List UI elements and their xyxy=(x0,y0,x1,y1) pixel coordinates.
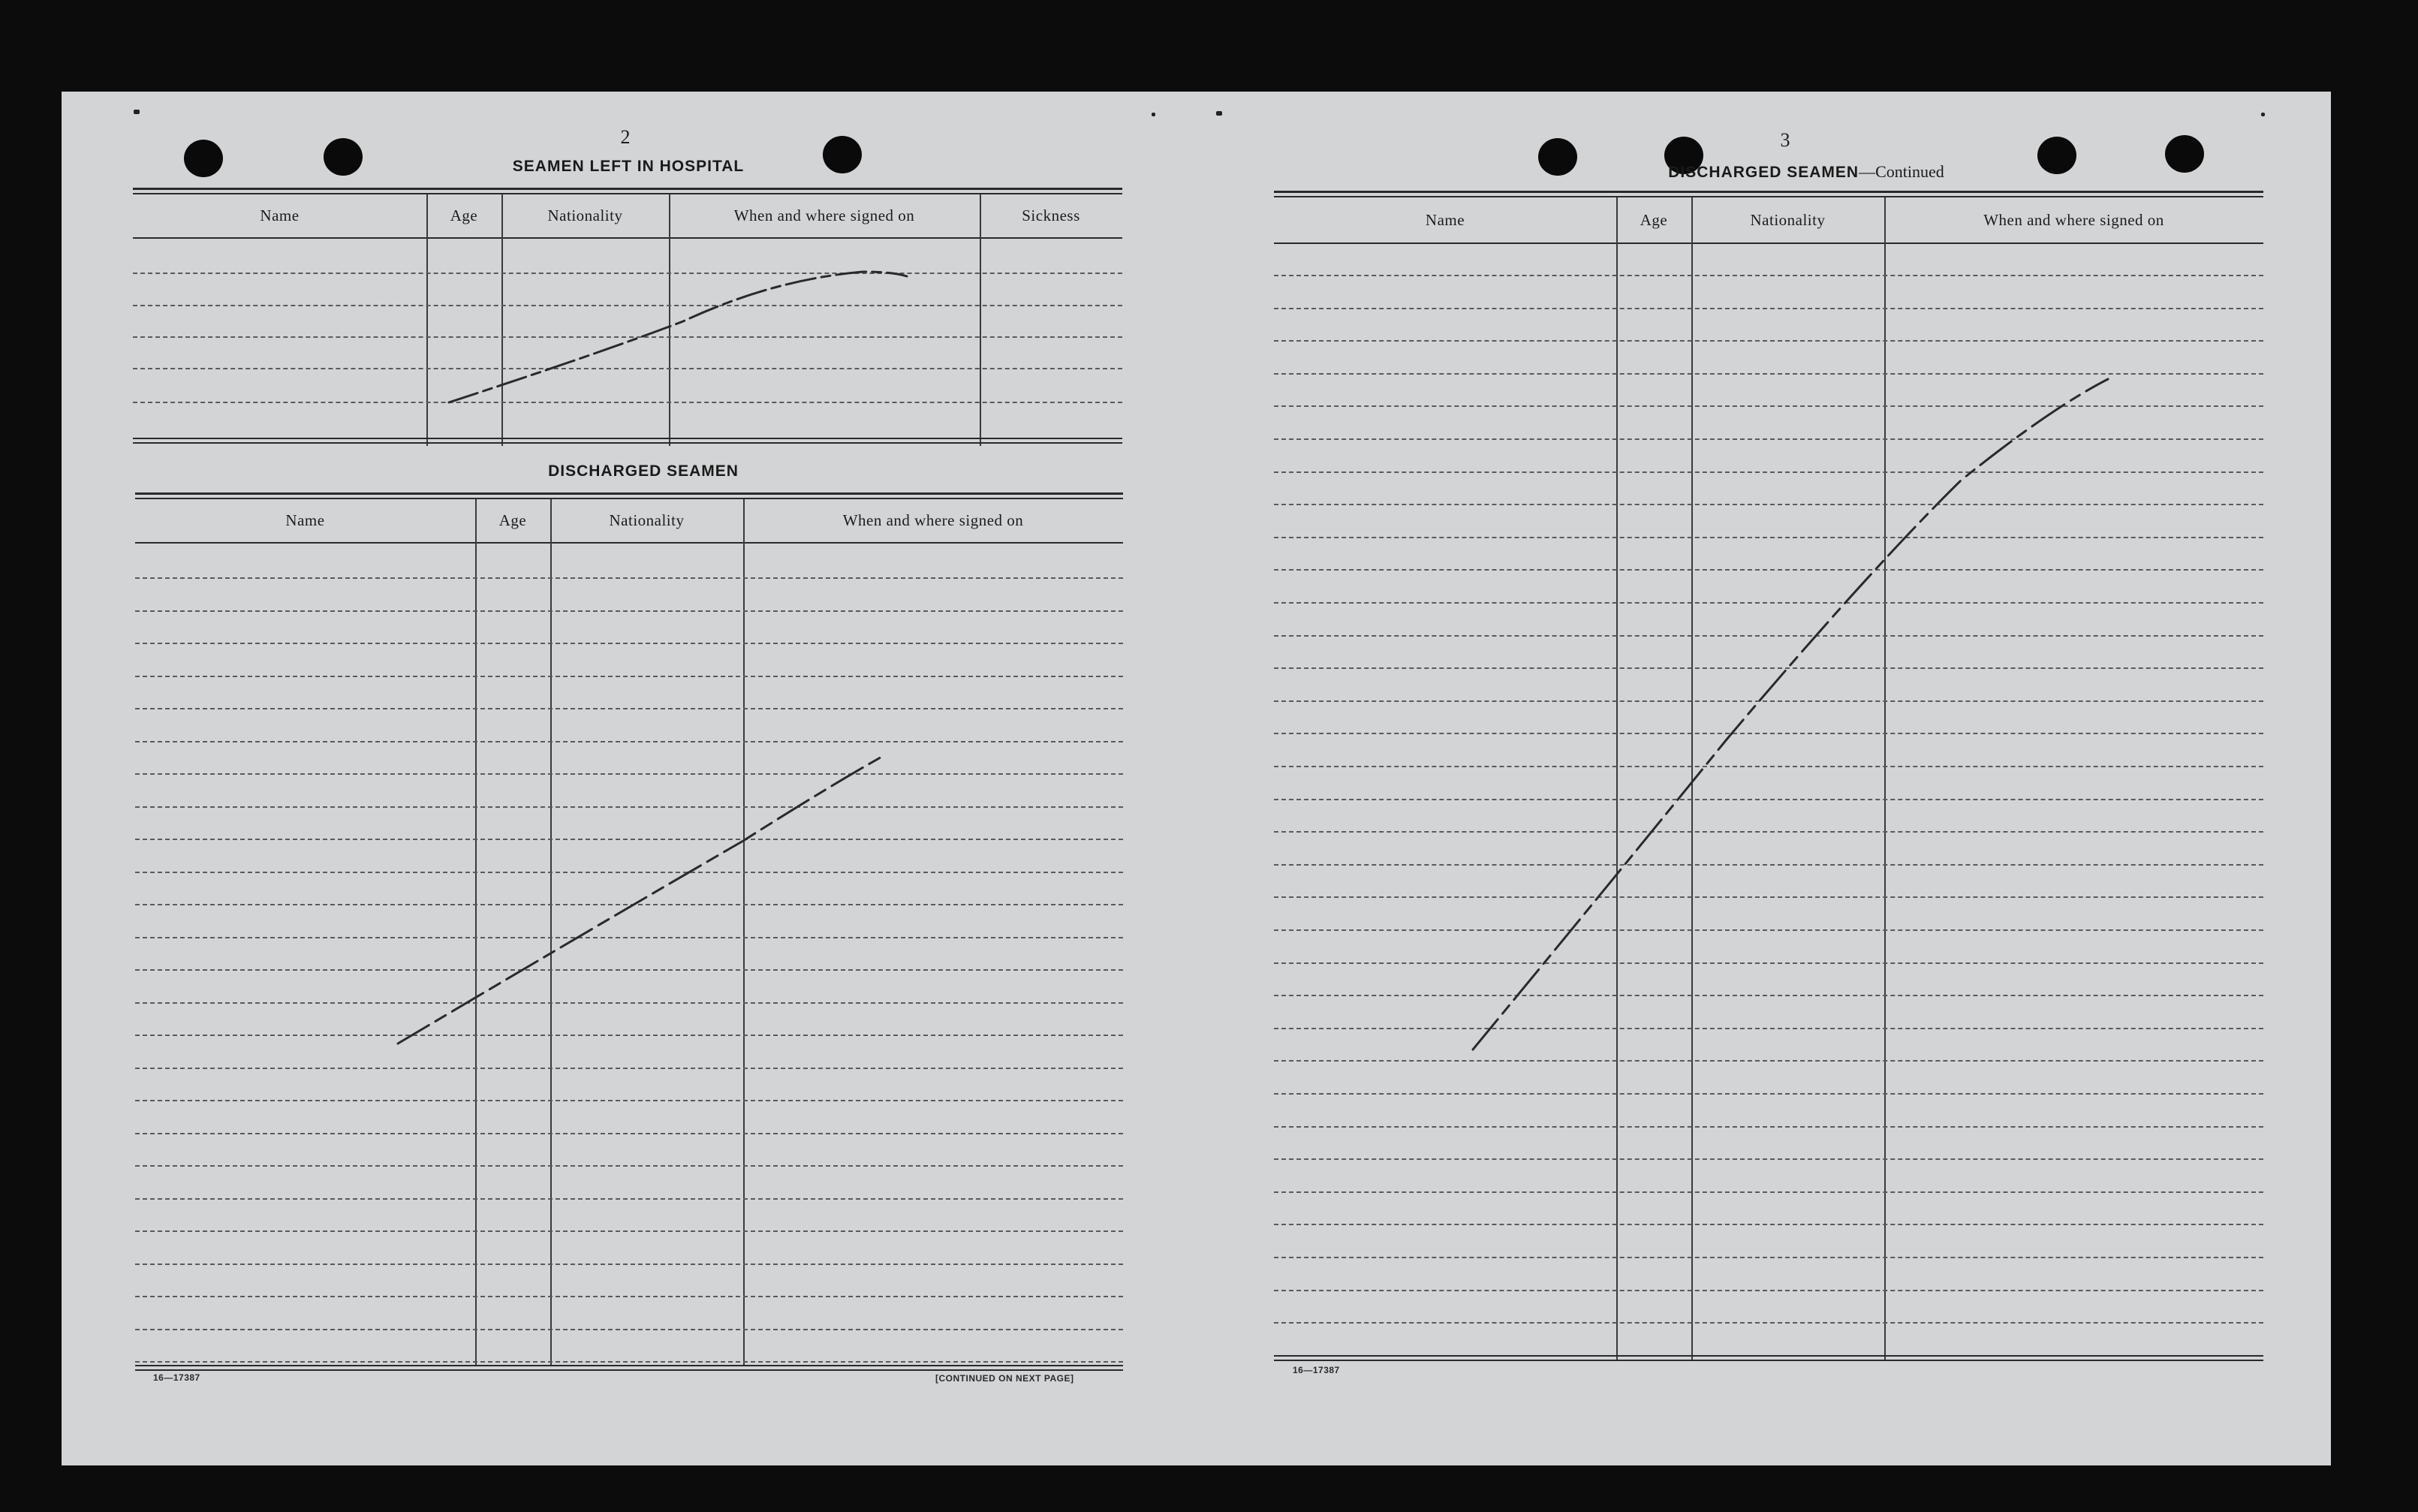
writing-line xyxy=(1274,504,2263,505)
writing-line xyxy=(135,577,1123,579)
col-header-age: Age xyxy=(450,206,478,224)
writing-line xyxy=(135,610,1123,612)
form-code: 16—17387 xyxy=(153,1372,200,1383)
writing-line xyxy=(135,741,1123,742)
writing-line xyxy=(135,1361,1123,1363)
writing-line xyxy=(1274,569,2263,571)
writing-line xyxy=(1274,733,2263,734)
writing-line xyxy=(135,904,1123,905)
paper-speck xyxy=(1152,113,1155,116)
col-header-name: Name xyxy=(260,206,300,224)
col-header-nationality: Nationality xyxy=(1750,210,1826,229)
writing-line xyxy=(135,1165,1123,1167)
discharged-table-left xyxy=(135,492,1123,1371)
page-number: 2 xyxy=(620,126,631,148)
writing-line xyxy=(1274,1060,2263,1062)
writing-line xyxy=(135,643,1123,644)
writing-line xyxy=(1274,1257,2263,1258)
writing-line xyxy=(1274,700,2263,702)
col-header-signed-on: When and where signed on xyxy=(842,511,1024,529)
writing-line xyxy=(1274,896,2263,898)
hospital-table xyxy=(133,188,1122,447)
form-code: 16—17387 xyxy=(1293,1365,1340,1375)
writing-line xyxy=(1274,1191,2263,1193)
writing-line xyxy=(135,937,1123,938)
col-header-nationality: Nationality xyxy=(547,206,623,224)
section-title-discharged-continued xyxy=(1543,162,2069,182)
section-title-text: DISCHARGED SEAMEN xyxy=(1668,164,1859,181)
writing-line xyxy=(135,1035,1123,1036)
writing-line xyxy=(1274,962,2263,964)
writing-line xyxy=(1274,1028,2263,1029)
writing-line xyxy=(135,708,1123,709)
col-header-age: Age xyxy=(1640,210,1668,229)
writing-line xyxy=(1274,438,2263,440)
writing-line xyxy=(135,969,1123,971)
writing-line xyxy=(1274,864,2263,866)
writing-line xyxy=(1274,275,2263,276)
continued-note: [CONTINUED ON NEXT PAGE] xyxy=(935,1373,1074,1384)
writing-line xyxy=(1274,602,2263,604)
writing-line xyxy=(1274,766,2263,767)
writing-line xyxy=(1274,1322,2263,1324)
writing-line xyxy=(1274,1158,2263,1160)
writing-line xyxy=(135,1329,1123,1330)
writing-line xyxy=(135,1100,1123,1101)
writing-line xyxy=(135,806,1123,808)
col-header-sickness: Sickness xyxy=(1022,206,1080,224)
col-header-age: Age xyxy=(498,511,527,529)
col-header-nationality: Nationality xyxy=(609,511,685,529)
page-number: 3 xyxy=(1780,129,1790,151)
punch-hole xyxy=(2165,135,2204,173)
discharged-table-right xyxy=(1274,191,2263,1362)
writing-line xyxy=(135,1264,1123,1265)
punch-hole xyxy=(324,138,363,176)
col-header-signed-on: When and where signed on xyxy=(733,206,915,224)
writing-line xyxy=(1274,667,2263,669)
writing-line xyxy=(1274,1290,2263,1291)
writing-line xyxy=(1274,340,2263,342)
paper-speck xyxy=(1216,111,1222,116)
writing-line xyxy=(135,1133,1123,1134)
punch-hole xyxy=(184,140,223,177)
writing-line xyxy=(1274,635,2263,637)
writing-line xyxy=(135,1068,1123,1069)
writing-line xyxy=(135,1296,1123,1297)
writing-line xyxy=(135,773,1123,775)
writing-line xyxy=(1274,373,2263,375)
writing-line xyxy=(1274,929,2263,931)
writing-line xyxy=(1274,831,2263,833)
writing-line xyxy=(1274,405,2263,407)
paper-speck xyxy=(2261,113,2265,116)
col-header-name: Name xyxy=(1425,210,1465,229)
paper-speck xyxy=(134,110,140,114)
writing-line xyxy=(1274,995,2263,996)
col-header-name: Name xyxy=(285,511,325,529)
writing-line xyxy=(1274,537,2263,538)
section-title-hospital: SEAMEN LEFT IN HOSPITAL xyxy=(512,158,745,175)
writing-line xyxy=(1274,308,2263,309)
writing-line xyxy=(135,1230,1123,1232)
writing-line xyxy=(135,676,1123,677)
writing-line xyxy=(1274,471,2263,473)
writing-line xyxy=(1274,1224,2263,1225)
section-title-discharged: DISCHARGED SEAMEN xyxy=(548,462,739,480)
writing-line xyxy=(135,1198,1123,1200)
writing-line xyxy=(1274,1126,2263,1128)
writing-line xyxy=(135,839,1123,840)
col-header-signed-on: When and where signed on xyxy=(1983,210,2164,229)
section-title-suffix: —Continued xyxy=(1859,162,1944,181)
writing-line xyxy=(135,1002,1123,1004)
writing-line xyxy=(1274,1093,2263,1095)
writing-line xyxy=(1274,799,2263,800)
writing-line xyxy=(135,872,1123,873)
